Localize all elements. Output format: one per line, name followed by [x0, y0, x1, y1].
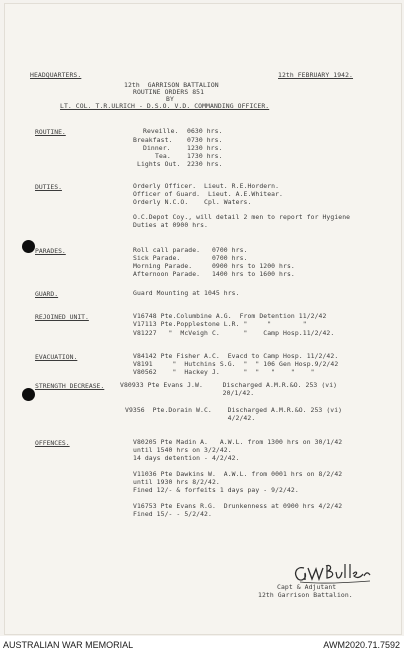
offence-line: until 1540 hrs on 3/2/42.: [133, 446, 232, 454]
evacuation-line: V8191 " Hutchins S.G. " " 106 Gen Hosp.9/2/42: [133, 360, 339, 368]
routine-item: Dinner.: [143, 144, 171, 152]
strength-line: V9356 Pte.Dorain W.C. Discharged A.M.R.&O. 253 (vi): [125, 406, 343, 414]
offence-line: V11036 Pte Dawkins W. A.W.L. from 0001 hrs on 8/2/42: [133, 470, 343, 478]
offence-line: Fined 15/- - 5/2/42.: [133, 510, 212, 518]
routine-item: Tea.: [155, 152, 171, 160]
commanding-officer: LT. COL. T.R.ULRICH - D.S.O. V.D. COMMANDING OFFICER.: [60, 102, 270, 110]
strength-line: 20/1/42.: [120, 389, 255, 397]
orders-title: ROUTINE ORDERS 851: [133, 88, 205, 96]
evacuation-line: V84142 Pte Fisher A.C. Evacd to Camp Hosp. 11/2/42.: [133, 352, 339, 360]
parades-heading: PARADES.: [35, 247, 66, 255]
routine-time: 2230 hrs.: [187, 160, 223, 168]
duty-line: Orderly N.C.O. Cpl. Waters.: [133, 198, 252, 206]
guard-heading: GUARD.: [35, 290, 59, 298]
offences-heading: OFFENCES.: [35, 439, 70, 447]
evacuation-heading: EVACUATION.: [35, 353, 78, 361]
rejoined-line: V16748 Pte.Columbine A.G. From Detention 11/2/42: [133, 312, 327, 320]
routine-heading: ROUTINE.: [35, 128, 66, 136]
signatory-rank: Capt & Adjutant: [277, 583, 337, 591]
archive-item-id: AWM2020.71.7592: [323, 640, 400, 650]
routine-time: 0730 hrs.: [187, 136, 223, 144]
offence-line: V80205 Pte Madin A. A.W.L. from 1300 hrs on 30/1/42: [133, 438, 343, 446]
evacuation-line: V80562 " Hackey J. " " " " ": [133, 368, 315, 376]
punch-hole-top: [22, 240, 35, 253]
offence-line: 14 days detention - 4/2/42.: [133, 454, 240, 462]
routine-item: Reveille.: [143, 127, 179, 135]
punch-hole-bottom: [22, 388, 35, 401]
rejoined-line: V17113 Pte.Popplestone L.R. " " ": [133, 320, 307, 328]
archive-footer: [0, 636, 404, 653]
parade-line: Afternoon Parade. 1400 hrs to 1600 hrs.: [133, 270, 295, 278]
rejoined-line: V81227 " McVeigh C. " Camp Hosp.11/2/42.: [133, 329, 335, 337]
offence-line: Fined 12/- & forfeits 1 days pay - 9/2/42.: [133, 486, 299, 494]
strength-decrease-heading: STRENGTH DECREASE.: [35, 382, 105, 390]
offence-line: until 1930 hrs 8/2/42.: [133, 478, 220, 486]
duty-line: Orderly Officer. Lieut. R.E.Hordern.: [133, 182, 280, 190]
routine-time: 0630 hrs.: [187, 127, 223, 135]
routine-item: Lights Out.: [137, 160, 181, 168]
offence-line: V16753 Pte Evans R.G. Drunkenness at 0900 hrs 4/2/42: [133, 502, 343, 510]
orders-by: BY: [166, 95, 174, 103]
routine-time: 1730 hrs.: [187, 152, 223, 160]
archive-name: AUSTRALIAN WAR MEMORIAL: [3, 640, 134, 650]
duty-line: Officer of Guard. Lieut. A.E.Whitear.: [133, 190, 284, 198]
parade-line: Roll call parade. 0700 hrs.: [133, 246, 248, 254]
duty-note: O.C.Depot Coy., will detail 2 men to report for Hygiene: [133, 213, 351, 221]
signatory-unit: 12th Garrison Battalion.: [258, 591, 353, 599]
hq-label: HEADQUARTERS.: [30, 71, 82, 79]
strength-line: V80933 Pte Evans J.W. Discharged A.M.R.&O. 253 (vi): [120, 381, 338, 389]
parade-line: Sick Parade. 0700 hrs.: [133, 254, 248, 262]
strength-line: 4/2/42.: [125, 414, 256, 422]
unit-title: 12th GARRISON BATTALION: [124, 81, 219, 89]
parade-line: Morning Parade. 0900 hrs to 1200 hrs.: [133, 262, 295, 270]
duties-heading: DUTIES.: [35, 183, 62, 191]
routine-time: 1230 hrs.: [187, 144, 223, 152]
duty-note: Duties at 0900 hrs.: [133, 221, 209, 229]
rejoined-heading: REJOINED UNIT.: [35, 313, 89, 321]
guard-text: Guard Mounting at 1045 hrs.: [133, 289, 240, 297]
routine-item: Breakfast.: [133, 136, 173, 144]
order-date: 12th FEBRUARY 1942.: [278, 71, 354, 79]
